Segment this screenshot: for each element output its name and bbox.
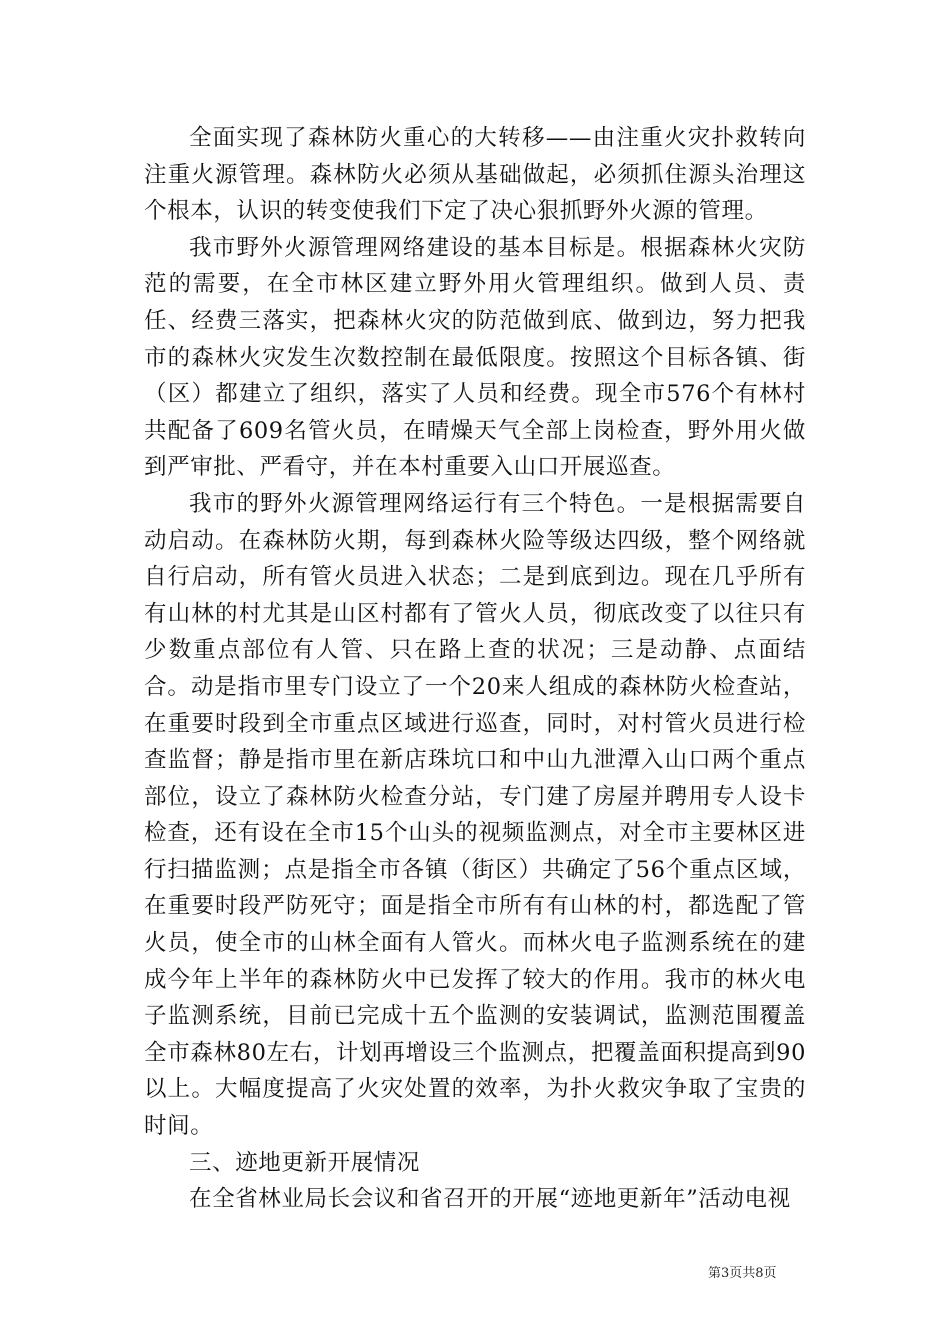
paragraph-1: 全面实现了森林防火重心的大转移——由注重火灾扑救转向注重火源管理。森林防火必须从基础做起，必须抓住源头治理这个根本，认识的转变使我们下定了决心狠抓野外火源的管理。 bbox=[144, 125, 806, 225]
paragraph-3: 我市的野外火源管理网络运行有三个特色。一是根据需要自动启动。在森林防火期，每到森林火险等级达四级，整个网络就自行启动，所有管火员进入状态；二是到底到边。现在几乎所有有山林的村尤其是山区村都有了管火人员，彻底改变了以往只有少数重点部位有人管、只在路上查的状况；三是动静、点面结合。动是指市里专门设立了一个20来人组成的森林防火检查站，在重要时段到全市重点区域进行巡查，同时，对村管火员进行检查监督；静是指市里在新店珠坑口和中山九泄潭入山口两个重点部位，设立了森林防火检查分站，专门建了房屋并聘用专人设卡检查，还有设在全市15个山头的视频监测点，对全市主要林区进行扫描监测；点是指全市各镇（街区）共确定了56个重点区域，在重要时段严防死守；面是指全市所有有山林的村，都选配了管火员，使全市的山林全面有人管火。而林火电子监测系统在的建成今年上半年的森林防火中已发挥了较大的作用。我市的林火电子监测系统，目前已完成十五个监测的安装调试，监测范围覆盖全市森林80左右，计划再增设三个监测点，把覆盖面积提高到90以上。大幅度提高了火灾处置的效率，为扑火救灾争取了宝贵的时间。 bbox=[144, 490, 806, 1140]
document-body bbox=[144, 120, 806, 1218]
page-number-footer: 第3页共8页 bbox=[708, 1266, 777, 1281]
paragraph-2: 我市野外火源管理网络建设的基本目标是。根据森林火灾防范的需要，在全市林区建立野外用火管理组织。做到人员、责任、经费三落实，把森林火灾的防范做到底、做到边，努力把我市的森林火灾发生次数控制在最低限度。按照这个目标各镇、街（区）都建立了组织，落实了人员和经费。现全市576个有林村共配备了609名管火员，在晴燥天气全部上岗检查，野外用火做到严审批、严看守，并在本村重要入山口开展巡查。 bbox=[144, 234, 806, 481]
section-heading: 三、迹地更新开展情况 bbox=[189, 1149, 421, 1176]
paragraph-4: 在全省林业局长会议和省召开的开展“迹地更新年”活动电视 bbox=[189, 1186, 791, 1213]
